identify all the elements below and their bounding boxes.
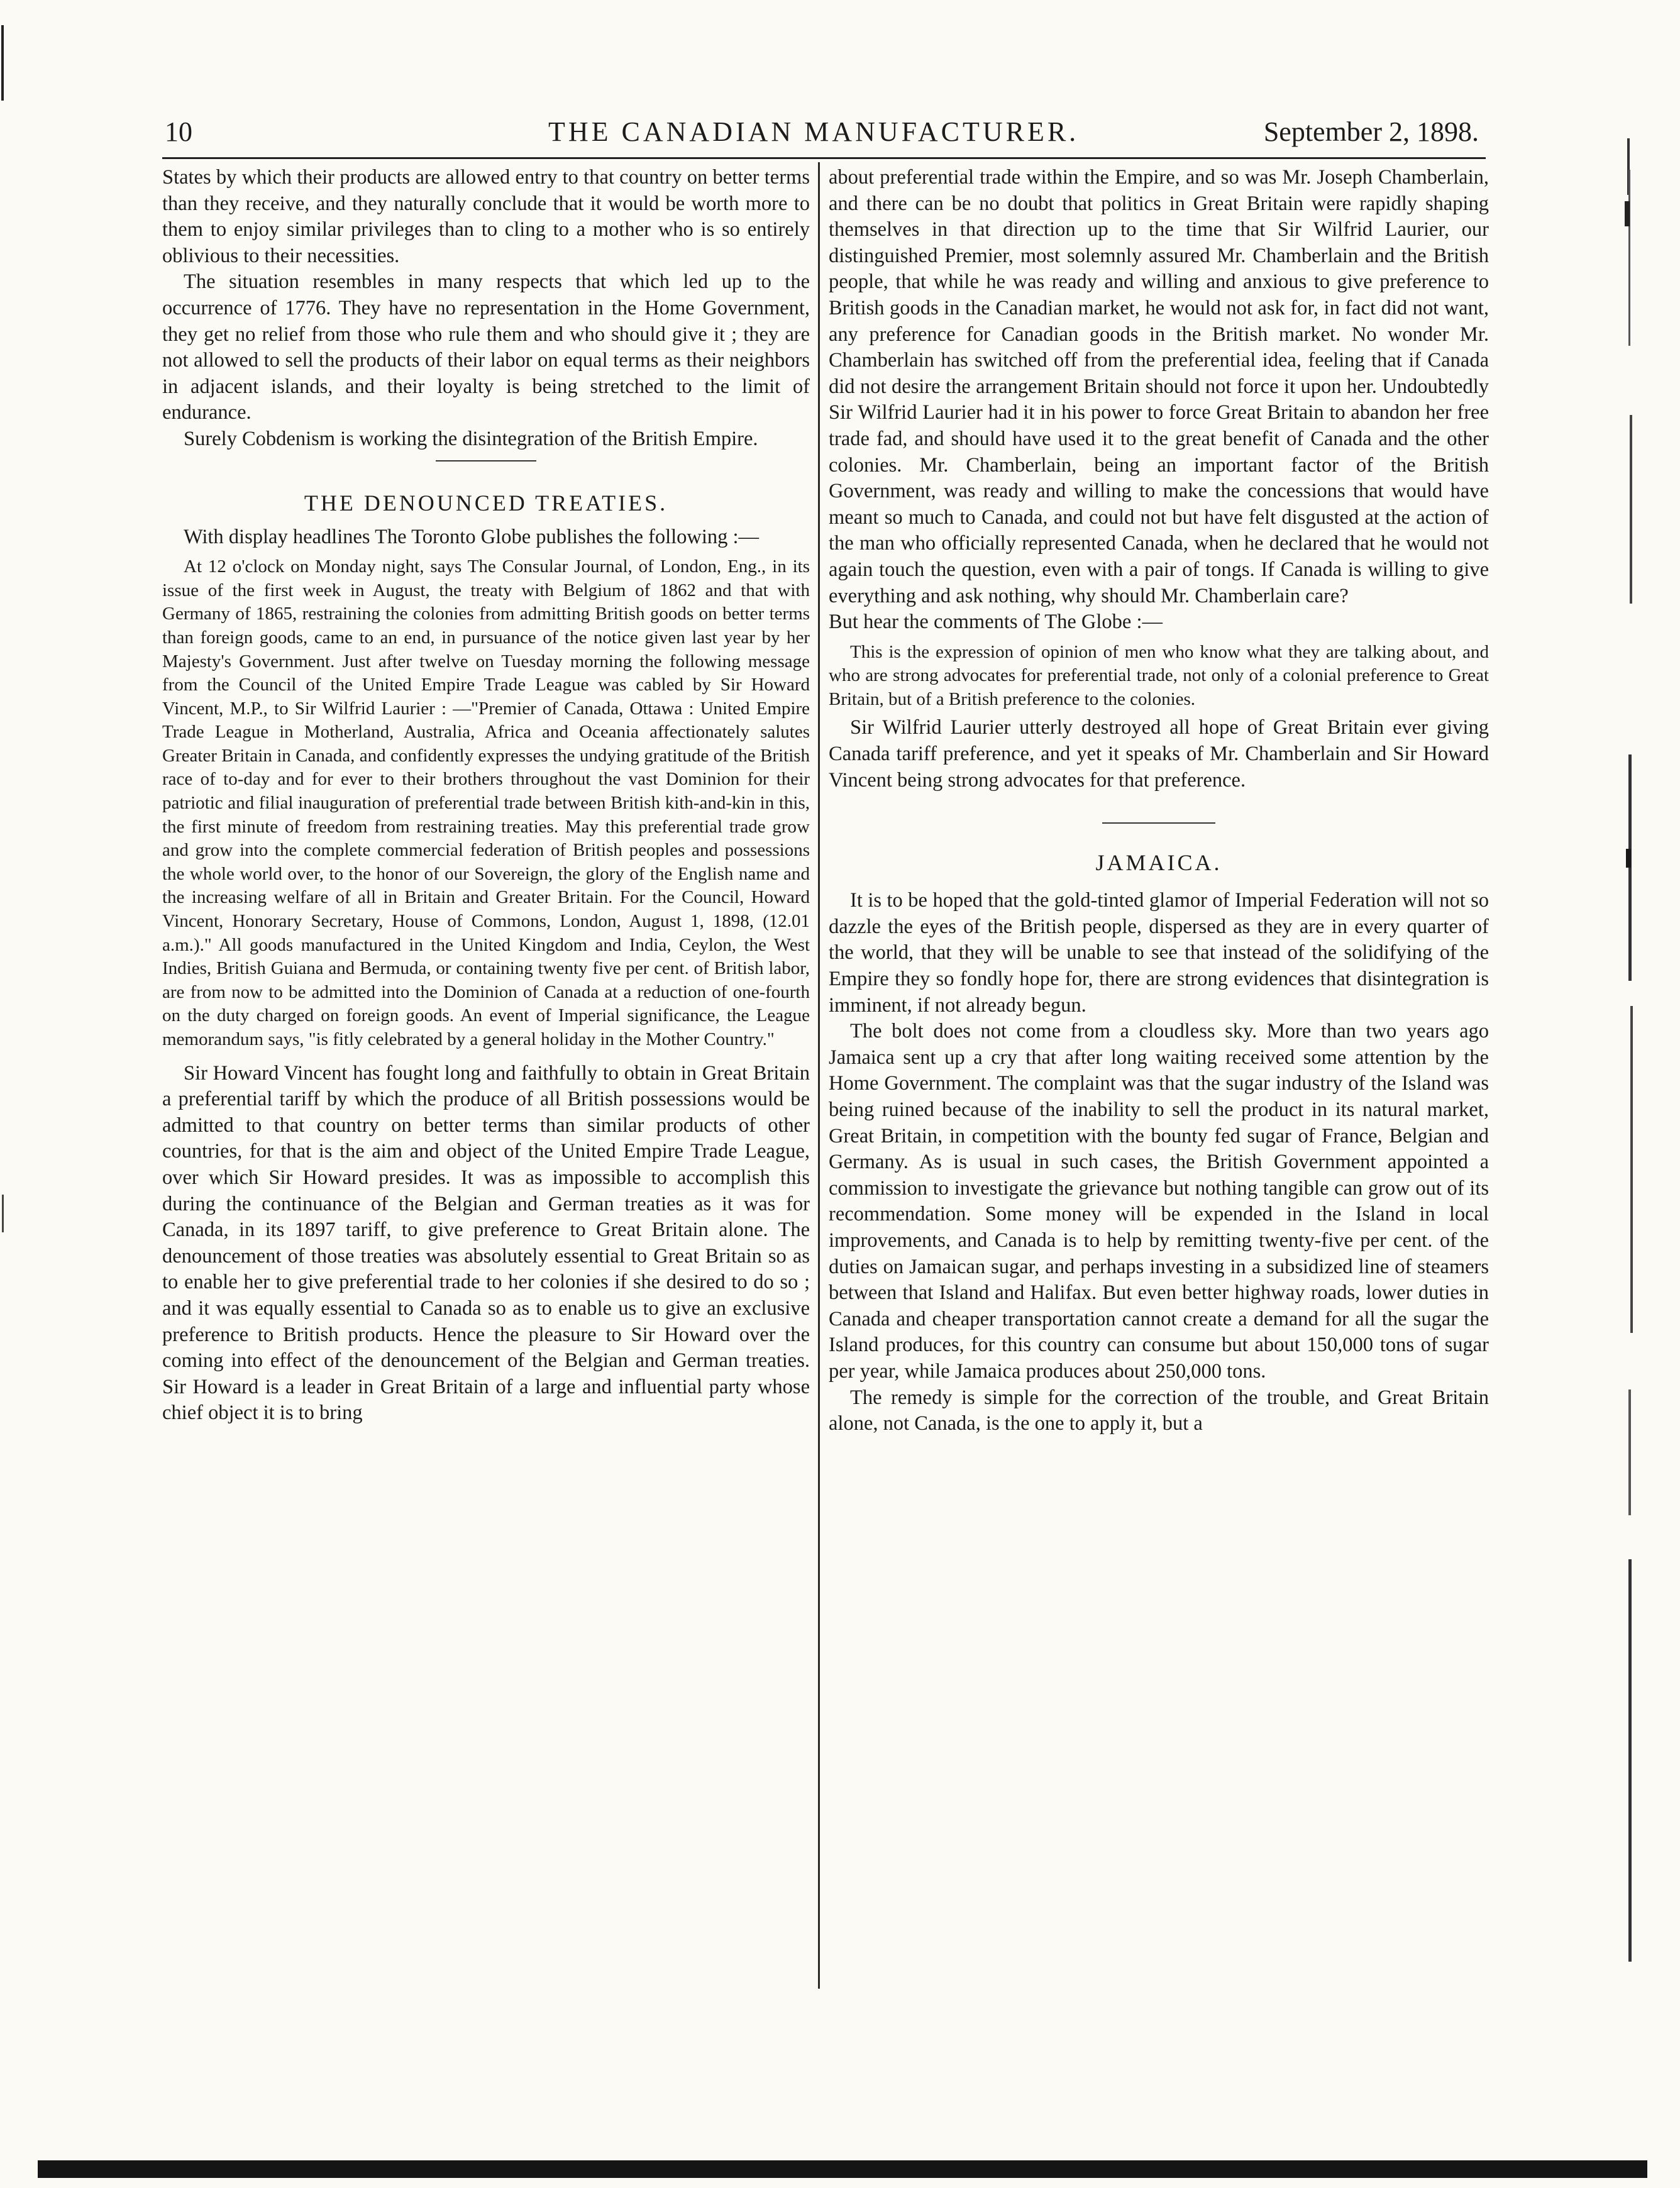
right-column [829,165,1489,1437]
scan-margin-marks [1610,126,1654,1999]
header-rule [162,157,1486,159]
section-heading-jamaica: JAMAICA. [1095,850,1222,876]
left-column [162,165,810,1427]
page-header [165,113,1479,151]
section-lead: With display headlines The Toronto Globe publishes the following :— [184,525,760,548]
globe-quote: This is the expression of opinion of men who know what they are talking about, and who are strong advocates for preferential trade, not only of a colonial preference to Great Britain, but of a British preference to the colonies. [829,641,1489,709]
consular-journal-quote: At 12 o'clock on Monday night, says The Consular Journal, of London, Eng., in its issue of the first week in August, the treaty with Belgium of 1862 and that with Germany of 1865, restraining the colonies from admitting British goods on better terms than foreign goods, came to an end, in pursuance of the notice given last year by her Majesty's Government. Just after twelve on Tuesday morning the following message from the Council of the United Empire Trade League was cabled by Sir Howard Vincent, M.P., to Sir Wilfrid Laurier : —"Premier of Canada, Ottawa : United Empire Trade League in Motherland, Australia, Africa and Oceania affectionately salutes Greater Britain in Canada, and confidently expresses the undying gratitude of the British race of to-day and for ever to their brothers throughout the vast Dominion for their patriotic and filial inauguration of preferential trade between British kith-and-kin in this, the first minute of freedom from restraining treaties. May this preferential trade grow and grow into the complete commercial federation of British peoples and possessions the whole world over, to the honor of our Sovereign, the glory of the English name and the increasing welfare of all in Britain and Greater Britain. For the Council, Howard Vincent, Honorary Secretary, House of Commons, London, August 1, 1898, (12.01 a.m.)." All goods manufactured in the United Kingdom and India, Ceylon, the West Indies, British Guiana and Bermuda, or containing twenty five per cent. of British labor, are from now to be admitted into the Dominion of Canada at a reduction of one-fourth on the duty charged on foreign goods. An event of Imperial significance, the League memorandum says, "is fitly celebrated by a general holiday in the Mother Country." [162,556,810,1049]
column-divider [818,162,820,1989]
jamaica-paragraph-2: The bolt does not come from a cloudless sky. More than two years ago Jamaica sent up a cry that after long waiting received some attention by the Home Government. The complaint was that the sugar industry of the Island was being ruined because of the inability to sell the product in its natural market, Great Britain, in competition with the bounty fed sugar of France, Belgian and Germany. As is usual in such cases, the British Government appointed a commission to investigate the grievance but nothing tangible can grow out of its recommendation. Some money will be expended in the Island in local improvements, and Canada is to help by remitting twenty-five per cent. of the duties on Jamaican sugar, and perhaps investing in a subsidized line of steamers between that Island and Halifax. But even better highway roads, lower duties in Canada and cheaper transportation cannot create a demand for all the sugar the Island produces, for this country can consume but about 150,000 tons of sugar per year, while Jamaica produces about 250,000 tons. [829,1020,1489,1383]
scan-margin-artifacts [1610,126,1654,1999]
page-number: 10 [165,116,192,147]
vincent-paragraph: Sir Howard Vincent has fought long and faithfully to obtain in Great Britain a preferential tariff by which the produce of all British possessions would be admitted to that country on better terms than similar products of other countries, for that is the aim and object of the United Empire Trade League, over which Sir Howard presides. It was as impossible to accomplish this during the continuance of the Belgian and German treaties as it was for Canada, in its 1897 tariff, to give preference to Great Britain alone. The denouncement of those treaties was absolutely essential to Great Britain so as to enable her to give preferential trade to her colonies if she desired to do so ; and it was equally essential to Canada so as to enable us to give an exclusive preference to British products. Hence the pleasure to Sir Howard over the coming into effect of the denouncement of the Belgian and German treaties. Sir Howard is a leader in Great Britain of a large and influential party whose chief object it is to bring [162,1061,810,1425]
section-separator [436,460,536,461]
intro-paragraph-3: Surely Cobdenism is working the disintegration of the British Empire. [184,427,758,450]
intro-paragraph-1: States by which their products are allowed entry to that country on better terms than they receive, and they naturally conclude that it would be worth more to them to enjoy similar privileges than to cling to a mother who is so entirely oblivious to their necessities. [162,166,810,267]
section-separator-2 [1102,822,1215,824]
scan-left-edge [0,0,9,2185]
scan-edge-marks [0,0,9,2185]
issue-date: September 2, 1898. [1263,116,1479,147]
chamberlain-paragraph: about preferential trade within the Empire, and so was Mr. Joseph Chamberlain, and there can be no doubt that politics in Great Britain were rapidly shaping themselves in that direction up to the time that Sir Wilfrid Laurier, our distinguished Premier, most solemnly assured Mr. Chamberlain and the British people, that while he was ready and willing and anxious to give preference to British goods in the Canadian market, he would not ask for, in fact did not want, any preference for Canadian goods in the British market. No wonder Mr. Chamberlain has switched off from the preferential idea, feeling that if Canada did not desire the arrangement Britain should not force it upon her. Undoubtedly Sir Wilfrid Laurier had it in his power to force Great Britain to abandon her free trade fad, and should have used it to the great benefit of Canada and the other colonies. Mr. Chamberlain, being an important factor of the British Government, was ready and willing to make the concessions that would have meant so much to Canada, and could not but have felt disgusted at the action of the man who officially represented Canada, when he declared that he would not again touch the question, even with a pair of tongs. If Canada is willing to give everything and ask nothing, why should Mr. Chamberlain care? [829,166,1489,607]
scan-bottom-band [38,2160,1647,2178]
section-heading-treaties: THE DENOUNCED TREATIES. [304,490,668,516]
globe-lead: But hear the comments of The Globe :— [829,611,1163,634]
laurier-paragraph: Sir Wilfrid Laurier utterly destroyed all hope of Great Britain ever giving Canada tariff preference, and yet it speaks of Mr. Chamberlain and Sir Howard Vincent being strong advocates for that preference. [829,716,1489,792]
jamaica-paragraph-1: It is to be hoped that the gold-tinted glamor of Imperial Federation will not so dazzle the eyes of the British people, dispersed as they are in every quarter of the world, that they will be unable to see that instead of the solidifying of the Empire they so fondly hope for, there are strong evidences that disintegration is imminent, if not already begun. [829,889,1489,1017]
intro-paragraph-2: The situation resembles in many respects that which led up to the occurrence of 1776. They have no representation in the Home Government, they get no relief from those who rule them and who should give it ; they are not allowed to sell the products of their labor on equal terms as their neighbors in adjacent islands, and their loyalty is being stretched to the limit of endurance. [162,270,810,424]
jamaica-paragraph-3: The remedy is simple for the correction of the trouble, and Great Britain alone, not Canada, is the one to apply it, but a [829,1386,1489,1435]
publication-title: THE CANADIAN MANUFACTURER. [548,116,1080,147]
